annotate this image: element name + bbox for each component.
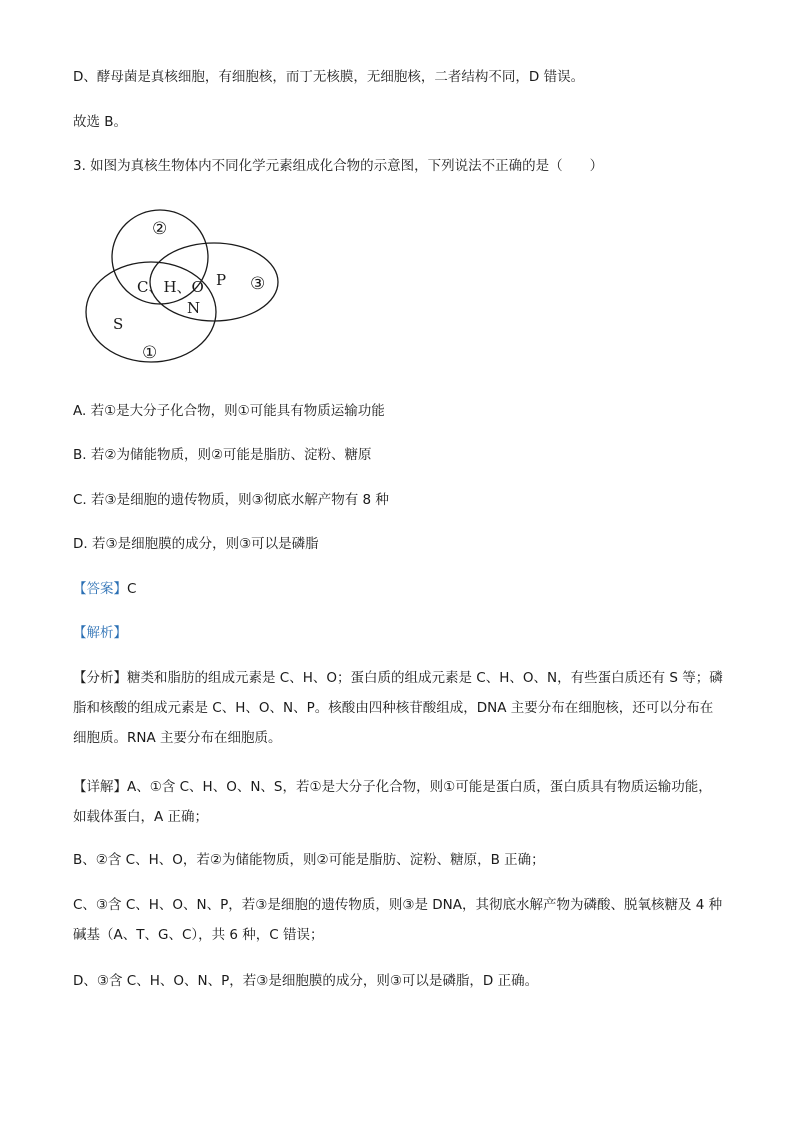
- analysis-tag: 【解析】: [73, 625, 127, 641]
- fenxi-tag: 【分析】: [73, 670, 127, 686]
- option-d: D. 若③是细胞膜的成分，则③可以是磷脂: [73, 536, 319, 552]
- label-n: N: [187, 299, 201, 317]
- detail-b: B、②含 C、H、O，若②为储能物质，则②可能是脂肪、淀粉、糖原，B 正确；: [73, 852, 545, 868]
- label-1: ①: [142, 343, 158, 363]
- text-line: D、酵母菌是真核细胞，有细胞核，而丁无核膜，无细胞核，二者结构不同，D 错误。: [73, 69, 585, 85]
- xiangjie-text: A、①含 C、H、O、N、S，若①是大分子化合物，则①可能是蛋白质，蛋白质具有物质运输功能，如载体蛋白，A 正确；: [73, 779, 712, 825]
- option-a: A. 若①是大分子化合物，则①可能具有物质运输功能: [73, 403, 385, 419]
- label-2: ②: [152, 219, 168, 239]
- fenxi-text: 糖类和脂肪的组成元素是 C、H、O；蛋白质的组成元素是 C、H、O、N，有些蛋白质还有 S 等；磷脂和核酸的组成元素是 C、H、O、N、P。核酸由四种核苷酸组成，DNA 主要分布在细胞核，还可以分布在细胞质。RNA 主要分布在细胞质。: [73, 670, 723, 746]
- analysis-heading: [73, 623, 127, 643]
- answer-line: [73, 579, 136, 599]
- xiangjie-paragraph: [73, 772, 723, 832]
- detail-c: C、③含 C、H、O、N、P，若③是细胞的遗传物质，则③是 DNA，其彻底水解产物为磷酸、脱氧核糖及 4 种碱基（A、T、G、C），共 6 种，C 错误；: [73, 897, 723, 943]
- answer-value: C: [127, 581, 137, 597]
- detail-d: D、③含 C、H、O、N、P，若③是细胞膜的成分，则③可以是磷脂，D 正确。: [73, 973, 539, 989]
- label-3: ③: [250, 274, 266, 294]
- answer-tag: 【答案】: [73, 581, 127, 597]
- label-s: S: [113, 315, 124, 333]
- label-p: P: [216, 271, 227, 289]
- venn-diagram: [80, 205, 290, 370]
- option-c: C. 若③是细胞的遗传物质，则③彻底水解产物有 8 种: [73, 492, 389, 508]
- xiangjie-tag: 【详解】: [73, 779, 127, 795]
- label-cho: C、H、O: [137, 278, 204, 296]
- fenxi-paragraph: [73, 663, 723, 753]
- question-3: 3. 如图为真核生物体内不同化学元素组成化合物的示意图，下列说法不正确的是（ ）: [73, 158, 604, 174]
- text-line: 故选 B。: [73, 114, 128, 130]
- option-b: B. 若②为储能物质，则②可能是脂肪、淀粉、糖原: [73, 447, 372, 463]
